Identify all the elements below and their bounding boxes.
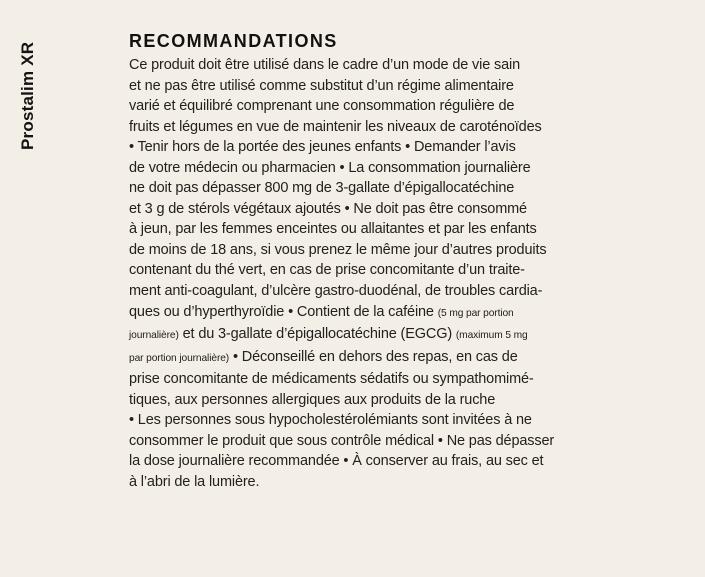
text-line-segment: et du 3-gallate d’épigallocatéchine (EGCG) <box>178 326 456 343</box>
text-line-segment: fruits et légumes en vue de maintenir les niveaux de caroténoïdes <box>129 118 542 135</box>
text-line <box>129 240 685 261</box>
text-line-segment: consommer le produit que sous contrôle médical • Ne pas dépasser <box>129 432 555 449</box>
text-line-note: (5 mg par portion <box>437 307 514 319</box>
text-line-segment: • Tenir hors de la portée des jeunes enfants • Demander l’avis <box>129 139 516 156</box>
text-line <box>129 137 685 158</box>
text-line <box>129 472 685 493</box>
text-line-segment: de votre médecin ou pharmacien • La consommation journalière <box>129 159 531 176</box>
text-line <box>129 369 685 390</box>
text-line <box>129 199 685 220</box>
text-line <box>129 117 685 138</box>
text-line-segment: et 3 g de stérols végétaux ajoutés • Ne doit pas être consommé <box>129 200 527 217</box>
text-line <box>129 219 685 240</box>
text-line-segment: prise concomitante de médicaments sédatifs ou sympathomimé- <box>129 371 534 388</box>
text-line-segment: à jeun, par les femmes enceintes ou allaitantes et par les enfants <box>129 221 537 238</box>
text-line-segment: ment anti-coagulant, d’ulcère gastro-duodénal, de troubles cardia- <box>129 283 543 300</box>
text-line-note: (maximum 5 mg <box>455 330 528 342</box>
recommendations-section <box>129 30 685 492</box>
text-line-segment: ques ou d’hyperthyroïdie • Contient de la caféine <box>129 303 438 320</box>
recommendations-text <box>129 55 685 492</box>
section-heading: RECOMMANDATIONS <box>129 31 338 51</box>
text-line <box>129 410 685 431</box>
text-line-segment: à l’abri de la lumière. <box>129 473 260 490</box>
text-line-segment: la dose journalière recommandée • À conserver au frais, au sec et <box>129 453 544 470</box>
text-line <box>129 76 685 97</box>
product-name-vertical: Prostalim XR <box>18 41 37 150</box>
text-line-segment: et ne pas être utilisé comme substitut d’un régime alimentaire <box>129 77 514 94</box>
text-line <box>129 347 685 370</box>
text-line <box>129 431 685 452</box>
text-line <box>129 390 685 411</box>
text-line <box>129 178 685 199</box>
text-line-segment: de moins de 18 ans, si vous prenez le même jour d’autres produits <box>129 241 547 258</box>
text-line-segment: varié et équilibré comprenant une consommation régulière de <box>129 98 515 115</box>
text-line <box>129 158 685 179</box>
text-line <box>129 451 685 472</box>
text-line <box>129 281 685 302</box>
text-line-segment: tiques, aux personnes allergiques aux produits de la ruche <box>129 391 496 408</box>
text-line-segment: Ce produit doit être utilisé dans le cadre d’un mode de vie sain <box>129 57 520 73</box>
text-line-note: par portion journalière) <box>129 352 230 364</box>
text-line-note: journalière) <box>129 330 179 342</box>
text-line <box>129 302 685 325</box>
text-line-segment: • Les personnes sous hypocholestérolémiants sont invitées à ne <box>129 412 532 429</box>
text-line-segment: • Déconseillé en dehors des repas, en cas de <box>229 348 518 365</box>
text-line <box>129 96 685 117</box>
text-line <box>129 55 685 76</box>
text-line-segment: ne doit pas dépasser 800 mg de 3-gallate d’épigallocatéchine <box>129 180 515 197</box>
text-line <box>129 324 685 347</box>
text-line <box>129 260 685 281</box>
text-line-segment: contenant du thé vert, en cas de prise concomitante d’un traite- <box>129 262 525 279</box>
